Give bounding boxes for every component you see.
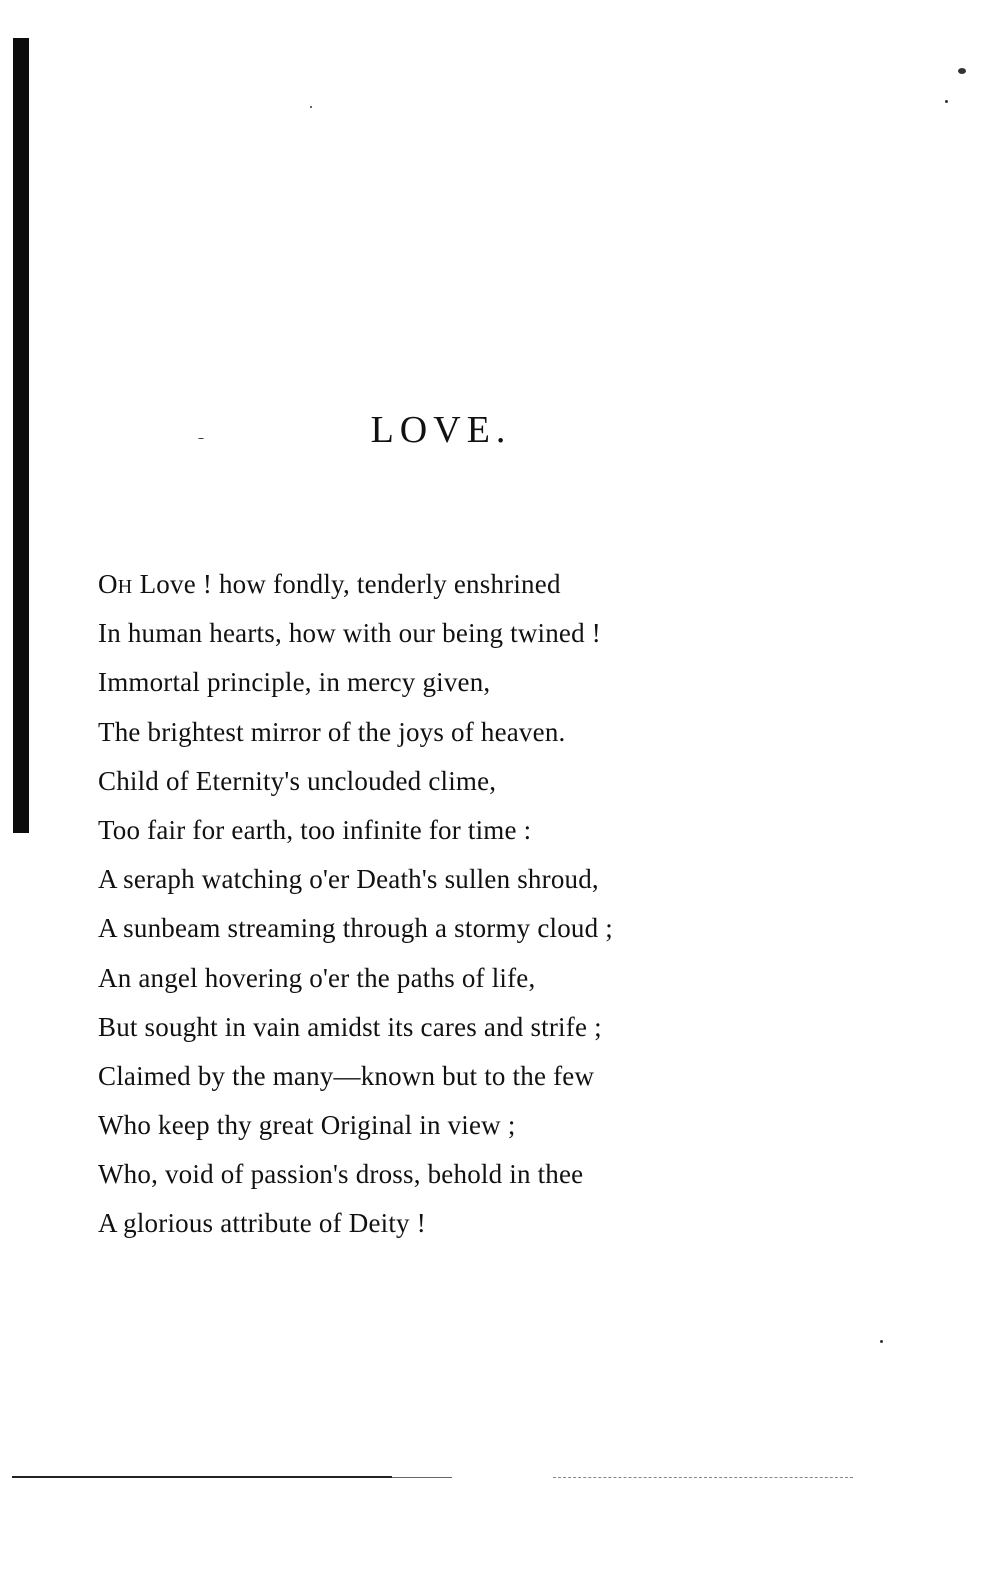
scan-speck <box>880 1340 883 1343</box>
drop-capital: O <box>98 569 118 599</box>
poem-line-11: Claimed by the many—known but to the few <box>98 1060 595 1091</box>
poem-line-3: Immortal principle, in mercy given, <box>98 667 491 698</box>
poem-body <box>98 560 613 1249</box>
poem-line-6: Too fair for earth, too infinite for time : <box>98 814 532 845</box>
poem-line-9: An angel hovering o'er the paths of life, <box>98 962 536 993</box>
poem-line-8: A sunbeam streaming through a stormy cloud ; <box>98 913 613 944</box>
poem-line-10: But sought in vain amidst its cares and strife ; <box>98 1011 602 1042</box>
footer-rule <box>12 1476 392 1478</box>
scan-speck <box>198 438 204 439</box>
footer-rule-dashed <box>553 1477 853 1478</box>
poem-line-13: Who, void of passion's dross, behold in thee <box>98 1159 584 1190</box>
poem-title: LOVE. <box>370 409 512 451</box>
footer-rule-faint <box>392 1477 452 1478</box>
scan-speck <box>958 68 966 74</box>
scan-speck <box>310 106 312 108</box>
scan-speck <box>945 100 948 103</box>
poem-line-4: The brightest mirror of the joys of heaven. <box>98 716 566 747</box>
poem-line-12: Who keep thy great Original in view ; <box>98 1110 516 1141</box>
poem-line-7: A seraph watching o'er Death's sullen shroud, <box>98 864 599 895</box>
small-capitals: H <box>117 576 133 598</box>
poem-line-5: Child of Eternity's unclouded clime, <box>98 765 497 796</box>
first-line-text: Love ! how fondly, tenderly enshrined <box>132 569 561 599</box>
poem-line-14: A glorious attribute of Deity ! <box>98 1208 426 1239</box>
poem-line-1 <box>98 560 613 609</box>
poem-line-2: In human hearts, how with our being twined ! <box>98 618 601 649</box>
